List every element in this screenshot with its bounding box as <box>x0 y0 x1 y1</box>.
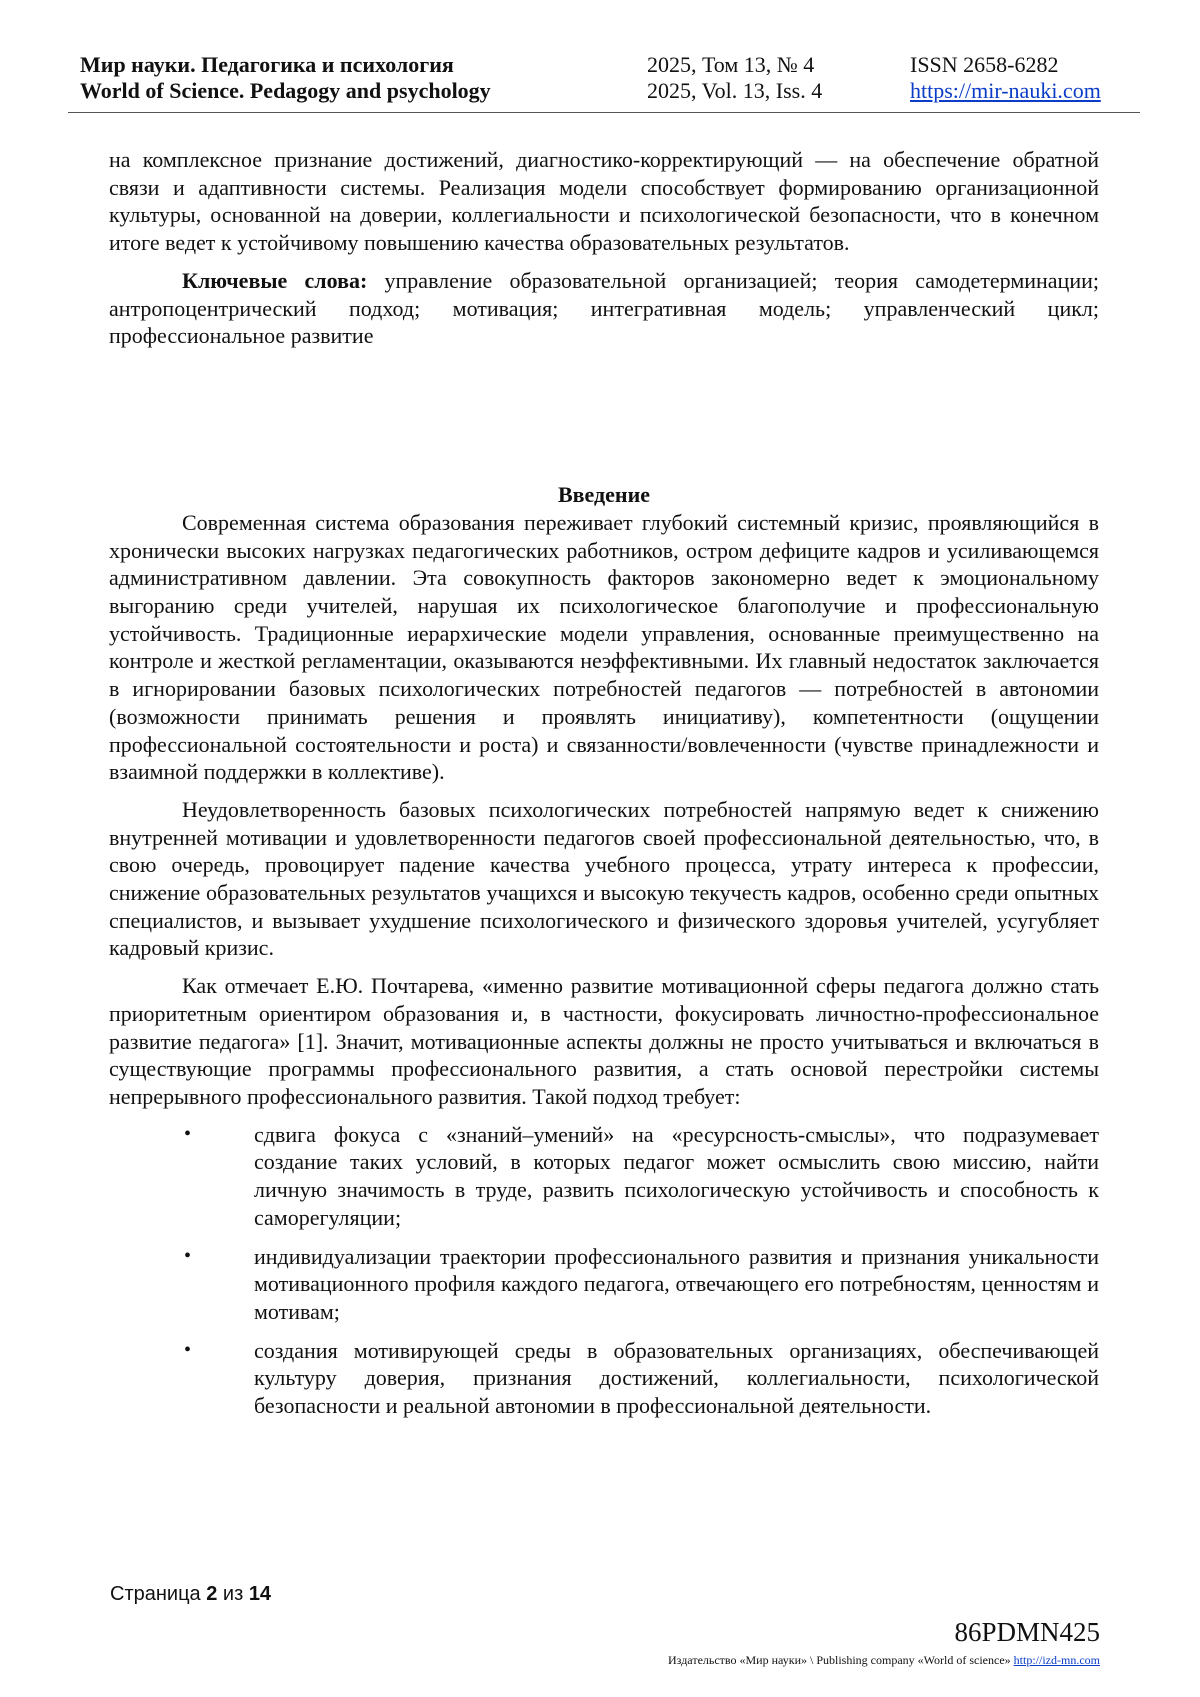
bullet-icon: • <box>184 1338 192 1361</box>
issue-en: 2025, Vol. 13, Iss. 4 <box>647 78 823 103</box>
page-counter <box>110 1583 271 1606</box>
journal-title-ru: Мир науки. Педагогика и психология <box>80 52 454 77</box>
page-current: 2 <box>206 1583 218 1605</box>
bullet-icon: • <box>184 1122 192 1145</box>
requirements-list <box>109 1121 1099 1420</box>
journal-title-en: World of Science. Pedagogy and psychology <box>80 78 491 103</box>
list-item <box>109 1121 1099 1232</box>
page-word: Страница <box>110 1583 201 1605</box>
keywords-text: управление образовательной организацией; теория самодетерминации; антропоцентрический подход; мотивация; интегративная модель; управленческий цикл; профессиональное развитие <box>109 267 1099 349</box>
list-item <box>109 1337 1099 1420</box>
issn: ISSN 2658-6282 <box>910 52 1059 77</box>
page-total: 14 <box>248 1583 272 1605</box>
bullet-icon: • <box>184 1244 192 1267</box>
page-body <box>109 146 1099 1431</box>
publisher-text: Издательство «Мир науки» \ Publishing company «World of science» <box>668 1653 1014 1667</box>
journal-url-cell <box>910 76 1101 105</box>
intro-paragraph-2: Неудовлетворенность базовых психологических потребностей напрямую ведет к снижению внутренней мотивации и удовлетворенности педагогов своей профессиональной деятельностью, что, в свою очередь, провоцирует падение качества учебного процесса, утрату интереса к профессии, снижение образовательных результатов учащихся и высокую текучесть кадров, особенно среди опытных специалистов, и вызывает ухудшение психологического и физического здоровья учителей, усугубляет кадровый кризис. <box>109 796 1099 961</box>
issue-ru: 2025, Том 13, № 4 <box>647 52 815 77</box>
keywords-label: Ключевые слова: <box>182 267 368 293</box>
intro-paragraph-3: Как отмечает Е.Ю. Почтарева, «именно развитие мотивационной сферы педагога должно стать приоритетным ориентиром образования и, в частности, фокусировать личностно-профессиональное развитие педагога» [1]. Значит, мотивационные аспекты должны не просто учитываться и включаться в существующие программы профессионального развития, а стать основой перестройки системы непрерывного профессионального развития. Такой подход требует: <box>109 973 1099 1109</box>
running-header <box>68 50 1140 113</box>
intro-paragraph-1: Современная система образования переживает глубокий системный кризис, проявляющийся в хронически высоких нагрузках педагогических работников, остром дефиците кадров и усиливающемся административном давлении. Эта совокупность факторов закономерно ведет к эмоциональному выгоранию среди учителей, нарушая их психологическое благополучие и профессиональную устойчивость. Традиционные иерархические модели управления, основанные преимущественно на контроле и жесткой регламентации, оказываются неэффективными. Их главный недостаток заключается в игнорировании базовых психологических потребностей педагогов — потребностей в автономии (возможности принимать решения и проявлять инициативу), компетентности (ощущении профессиональной состоятельности и роста) и связанности/вовлеченности (чувстве принадлежности и взаимной поддержки в коллективе). <box>109 509 1099 785</box>
list-item-text: индивидуализации траектории профессионального развития и признания уникальности мотивационного профиля каждого педагога, отвечающего его потребностям, ценностям и мотивам; <box>254 1243 1099 1324</box>
abstract-tail: на комплексное признание достижений, диагностико-корректирующий — на обеспечение обратной связи и адаптивности системы. Реализация модели способствует формированию организационной культуры, основанной на доверии, коллегиальности и психологической безопасности, что в конечном итоге ведет к устойчивому повышению качества образовательных результатов. <box>109 147 1099 256</box>
list-item-text: сдвига фокуса с «знаний–умений» на «ресурсность-смыслы», что подразумевает создание таких условий, в которых педагог может осмыслить свою миссию, найти личную значимость в труде, развить психологическую устойчивость и способность к саморегуляции; <box>254 1121 1099 1230</box>
list-item <box>109 1243 1099 1326</box>
publisher-line <box>668 1653 1100 1668</box>
list-item-text: создания мотивирующей среды в образовательных организациях, обеспечивающей культуру доверия, признания достижений, коллегиальности, психологической безопасности и реальной автономии в профессиональной деятельности. <box>254 1337 1099 1419</box>
page-of: из <box>222 1583 244 1605</box>
journal-url-link[interactable]: https://mir-nauki.com <box>910 78 1101 103</box>
article-code: 86PDMN425 <box>954 1617 1100 1647</box>
keywords-paragraph <box>109 267 1099 350</box>
publisher-link[interactable]: http://izd-mn.com <box>1013 1653 1100 1667</box>
section-spacer <box>109 350 1099 481</box>
section-heading-introduction: Введение <box>557 481 651 507</box>
